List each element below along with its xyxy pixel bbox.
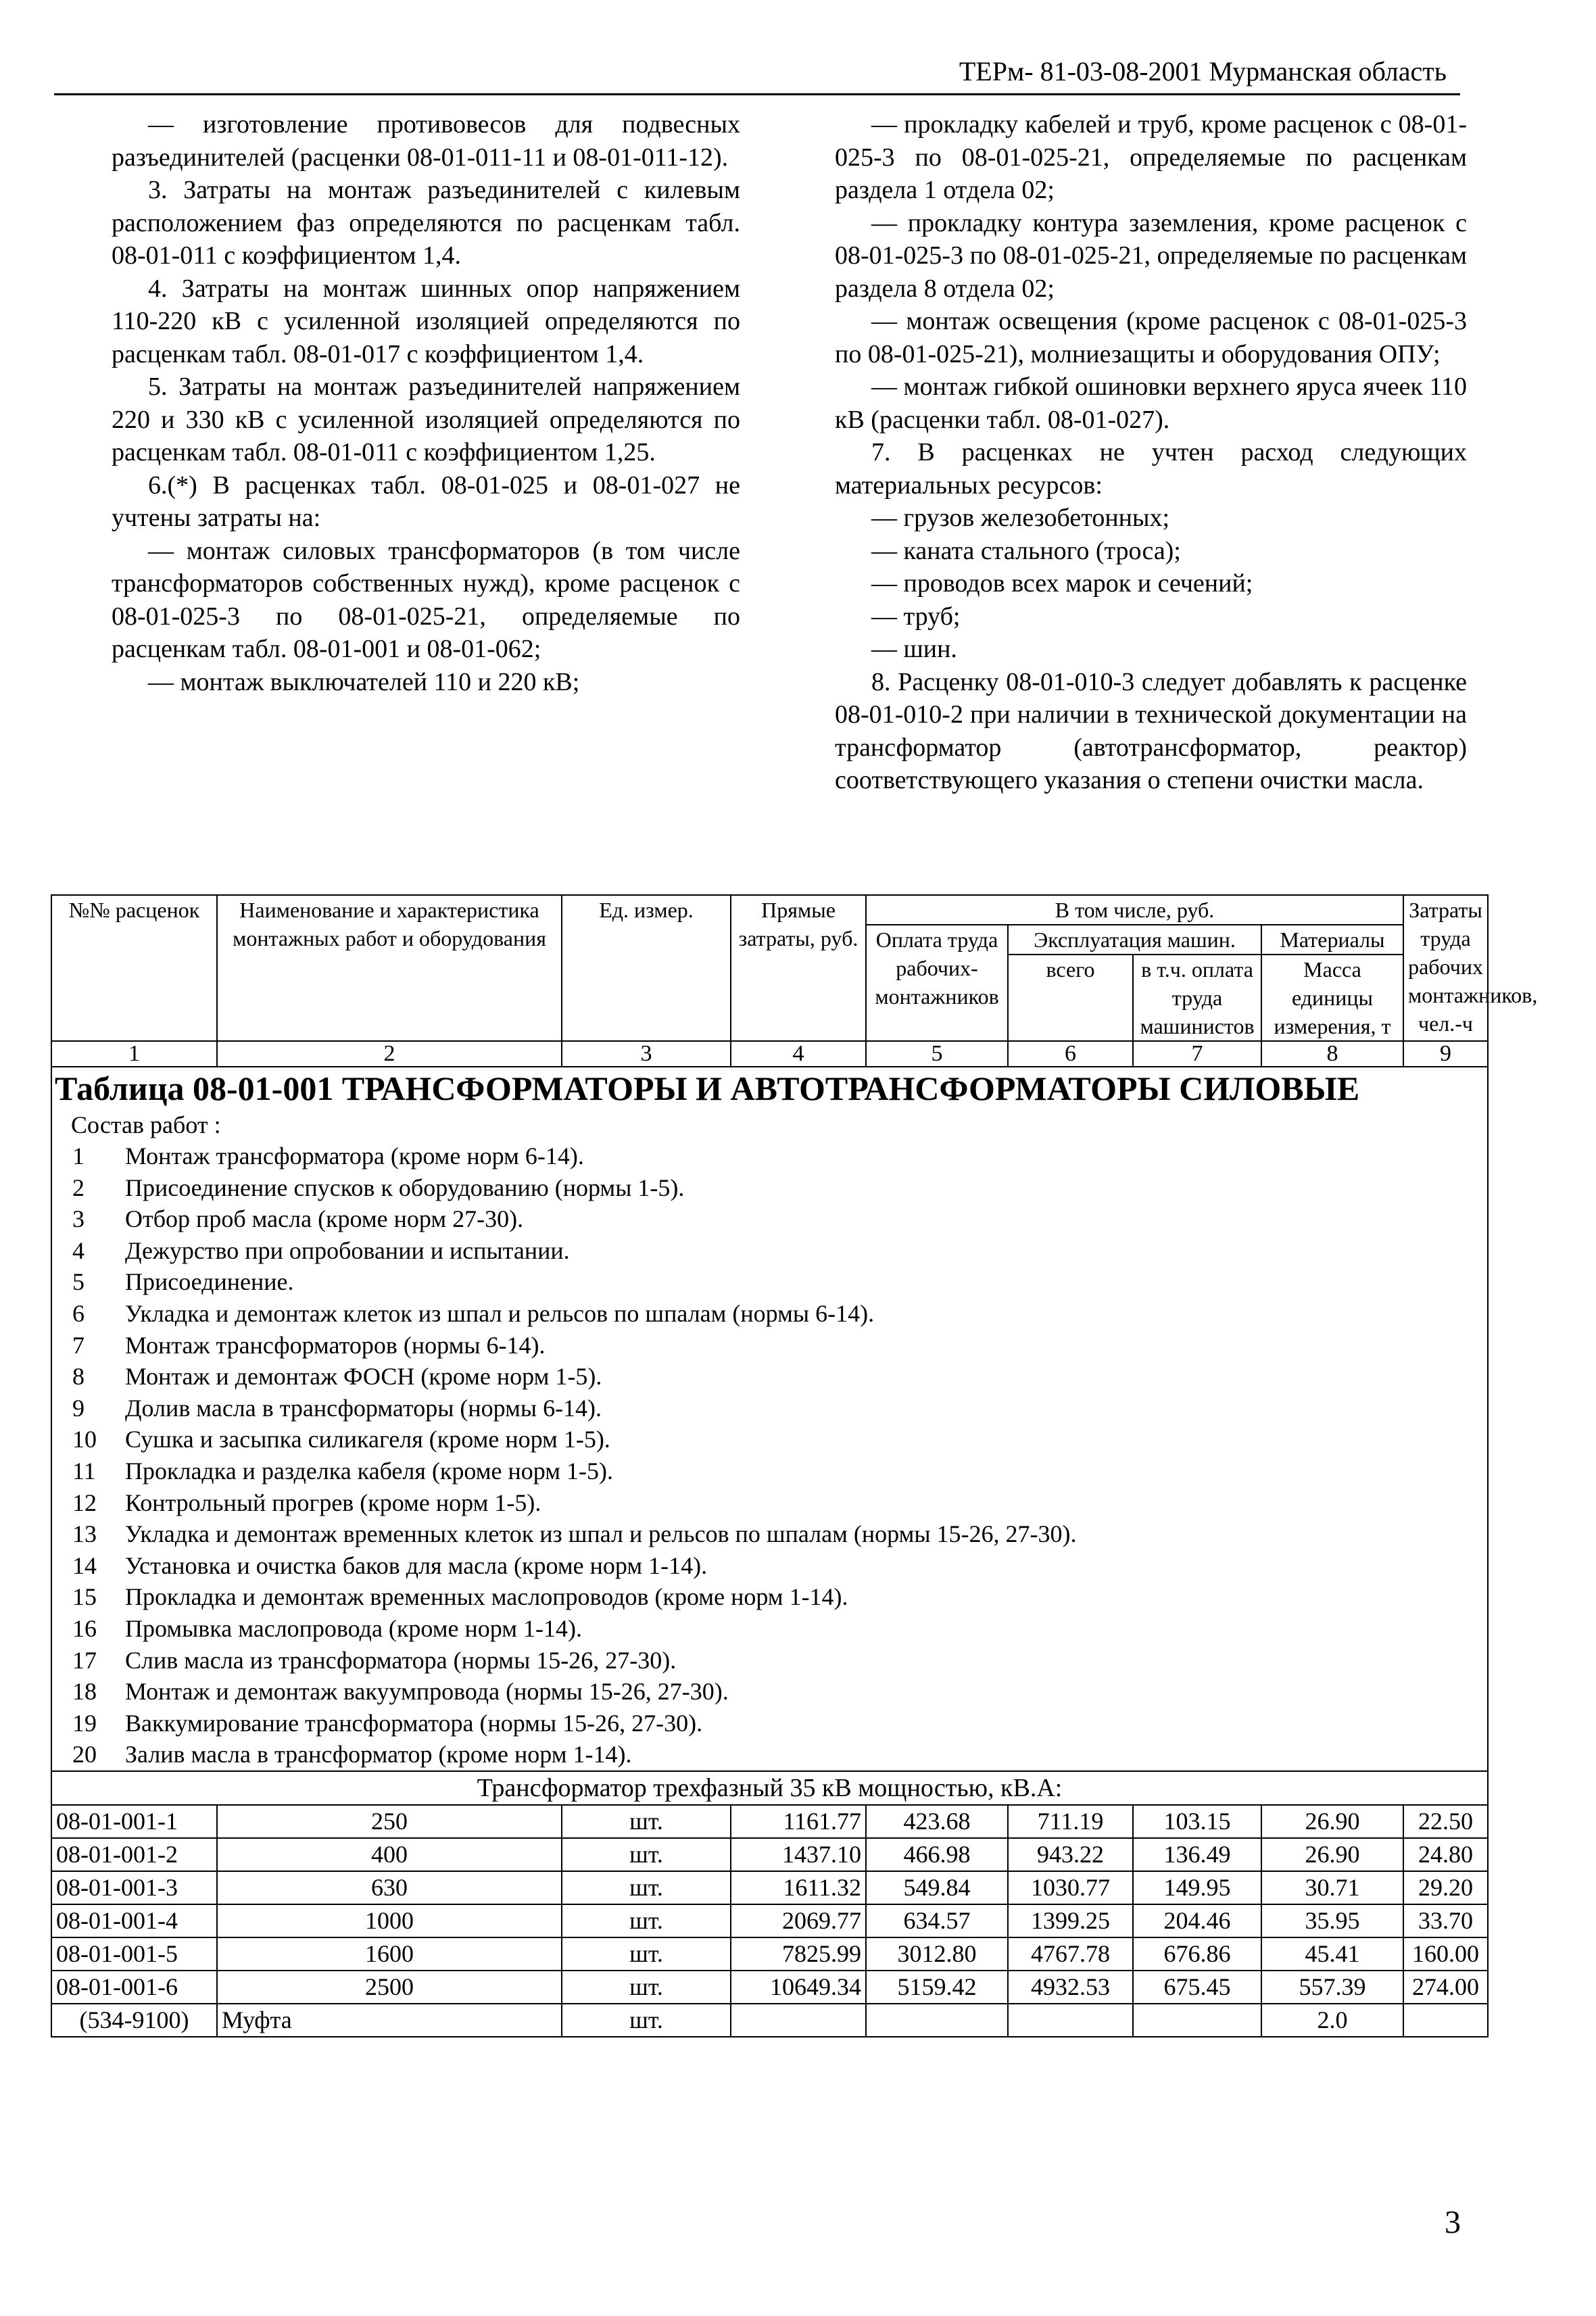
labor-costs: 24.80 bbox=[1403, 1838, 1488, 1871]
empty-cell bbox=[1008, 2004, 1133, 2037]
table-row bbox=[51, 1937, 1488, 1971]
item-text: Контрольный прогрев (кроме норм 1-5). bbox=[125, 1489, 541, 1516]
rate-name: 1000 bbox=[217, 1904, 562, 1937]
table-row bbox=[51, 1871, 1488, 1904]
machines-total: 4932.53 bbox=[1008, 1971, 1133, 2004]
item-number: 3 bbox=[72, 1205, 84, 1233]
list-item bbox=[72, 1424, 1487, 1455]
list-item bbox=[72, 1393, 1487, 1424]
subsection-title: Трансформатор трехфазный 35 кВ мощностью, кВ.А: bbox=[51, 1771, 1488, 1805]
direct-costs: 10649.34 bbox=[731, 1971, 866, 2004]
machine-wages: 204.46 bbox=[1133, 1904, 1261, 1937]
paragraph: — прокладку контура заземления, кроме расценок с 08-01-025-3 по 08-01-025-21, определяемые по расценкам раздела 8 отдела 02; bbox=[835, 208, 1467, 303]
item-number: 19 bbox=[72, 1709, 97, 1737]
empty-cell bbox=[866, 2004, 1008, 2037]
material-unit: шт. bbox=[562, 2004, 731, 2037]
left-text-column bbox=[112, 108, 740, 698]
wages: 634.57 bbox=[866, 1904, 1008, 1937]
header-code: №№ расценок bbox=[51, 895, 217, 1041]
item-number: 9 bbox=[72, 1394, 84, 1422]
rate-unit: шт. bbox=[562, 1871, 731, 1904]
item-number: 6 bbox=[72, 1299, 84, 1327]
machine-wages: 136.49 bbox=[1133, 1838, 1261, 1871]
list-item bbox=[72, 1645, 1487, 1676]
list-item bbox=[72, 1203, 1487, 1235]
item-number: 18 bbox=[72, 1678, 97, 1706]
paragraph: — монтаж выключателей 110 и 220 кВ; bbox=[148, 667, 580, 696]
list-item bbox=[72, 1455, 1487, 1487]
column-number: 1 bbox=[51, 1041, 217, 1067]
item-number: 17 bbox=[72, 1646, 97, 1674]
material-code: (534-9100) bbox=[51, 2004, 217, 2037]
item-text: Монтаж и демонтаж вакуумпровода (нормы 15-26, 27-30). bbox=[125, 1678, 729, 1706]
item-text: Слив масла из трансформатора (нормы 15-26, 27-30). bbox=[125, 1646, 677, 1674]
column-number: 2 bbox=[217, 1041, 562, 1067]
paragraph: — изготовление противовесов для подвесных разъединителей (расценки 08-01-011-11 и 08-01-011-12). bbox=[112, 110, 740, 172]
list-item bbox=[72, 1266, 1487, 1298]
right-text-column bbox=[835, 108, 1467, 797]
item-text: Монтаж трансформатора (кроме норм 6-14). bbox=[125, 1142, 584, 1169]
paragraph: — монтаж силовых трансформаторов (в том числе трансформаторов собственных нужд), кроме расценок с 08-01-025-3 по 08-01-025-21, определяемые по расценкам табл. 08-01-001 и 08-01-062; bbox=[112, 536, 740, 663]
item-number: 10 bbox=[72, 1426, 97, 1453]
paragraph: — шин. bbox=[871, 635, 957, 663]
paragraph: 4. Затраты на монтаж шинных опор напряжением 110-220 кВ с усиленной изоляцией определяются по расценкам табл. 08-01-017 с коэффициентом 1,4. bbox=[112, 274, 740, 368]
wages: 466.98 bbox=[866, 1838, 1008, 1871]
rate-code: 08-01-001-1 bbox=[51, 1805, 217, 1838]
item-number: 7 bbox=[72, 1331, 84, 1359]
direct-costs: 1161.77 bbox=[731, 1805, 866, 1838]
direct-costs: 1437.10 bbox=[731, 1838, 866, 1871]
item-text: Прокладка и демонтаж временных маслопроводов (кроме норм 1-14). bbox=[125, 1583, 848, 1611]
rate-code: 08-01-001-4 bbox=[51, 1904, 217, 1937]
material-row bbox=[51, 2004, 1488, 2037]
unit-mass: 26.90 bbox=[1261, 1838, 1403, 1871]
list-item bbox=[72, 1330, 1487, 1361]
rate-name: 2500 bbox=[217, 1971, 562, 2004]
work-composition-label: Состав работ : bbox=[71, 1111, 221, 1138]
list-item bbox=[72, 1550, 1487, 1582]
machines-total: 1030.77 bbox=[1008, 1871, 1133, 1904]
paragraph: — монтаж освещения (кроме расценок с 08-01-025-3 по 08-01-025-21), молниезащиты и оборудования ОПУ; bbox=[835, 307, 1467, 368]
list-item bbox=[72, 1235, 1487, 1267]
rate-unit: шт. bbox=[562, 1937, 731, 1971]
list-item bbox=[72, 1739, 1487, 1770]
labor-costs: 22.50 bbox=[1403, 1805, 1488, 1838]
paragraph: 7. В расценках не учтен расход следующих материальных ресурсов: bbox=[835, 438, 1467, 500]
list-item bbox=[72, 1172, 1487, 1204]
unit-mass: 35.95 bbox=[1261, 1904, 1403, 1937]
material-mass: 2.0 bbox=[1261, 2004, 1403, 2037]
rate-name: 630 bbox=[217, 1871, 562, 1904]
header-direct-costs: Прямые затраты, руб. bbox=[731, 895, 866, 1041]
rate-unit: шт. bbox=[562, 1904, 731, 1937]
column-numbers-row bbox=[51, 1041, 1488, 1067]
paragraph: 6.(*) В расценках табл. 08-01-025 и 08-01-027 не учтены затраты на: bbox=[112, 471, 740, 532]
header-machine-wages: в т.ч. оплата труда машинистов bbox=[1133, 955, 1261, 1041]
labor-costs: 33.70 bbox=[1403, 1904, 1488, 1937]
rates-table bbox=[51, 894, 1538, 2037]
header-labor: Затраты труда рабочих монтажников, чел.-ч bbox=[1403, 895, 1488, 1041]
item-text: Монтаж и демонтаж ФОСН (кроме норм 1-5). bbox=[125, 1363, 602, 1391]
rate-unit: шт. bbox=[562, 1805, 731, 1838]
paragraph: — грузов железобетонных; bbox=[871, 504, 1170, 532]
item-number: 11 bbox=[72, 1457, 96, 1485]
unit-mass: 30.71 bbox=[1261, 1871, 1403, 1904]
item-text: Присоединение. bbox=[125, 1268, 294, 1296]
item-text: Укладка и демонтаж клеток из шпал и рельсов по шпалам (нормы 6-14). bbox=[125, 1299, 875, 1327]
item-number: 4 bbox=[72, 1236, 84, 1264]
column-number: 7 bbox=[1133, 1041, 1261, 1067]
header-machines-total: всего bbox=[1008, 955, 1133, 1041]
rate-unit: шт. bbox=[562, 1971, 731, 2004]
direct-costs: 1611.32 bbox=[731, 1871, 866, 1904]
list-item bbox=[72, 1361, 1487, 1393]
paragraph: 3. Затраты на монтаж разъединителей с килевым расположением фаз определяются по расценкам табл. 08-01-011 с коэффициентом 1,4. bbox=[112, 176, 740, 270]
item-number: 8 bbox=[72, 1363, 84, 1391]
machines-total: 1399.25 bbox=[1008, 1904, 1133, 1937]
empty-cell bbox=[1133, 2004, 1261, 2037]
table-row bbox=[51, 1904, 1488, 1937]
paragraph: — прокладку кабелей и труб, кроме расценок с 08-01-025-3 по 08-01-025-21, определяемые по расценкам раздела 1 отдела 02; bbox=[835, 110, 1467, 204]
header-materials: Материалы bbox=[1261, 925, 1403, 955]
direct-costs: 2069.77 bbox=[731, 1904, 866, 1937]
item-text: Ваккумирование трансформатора (нормы 15-26, 27-30). bbox=[125, 1709, 703, 1737]
item-text: Прокладка и разделка кабеля (кроме норм 1-5). bbox=[125, 1457, 613, 1485]
machine-wages: 149.95 bbox=[1133, 1871, 1261, 1904]
machine-wages: 676.86 bbox=[1133, 1937, 1261, 1971]
page-number: 3 bbox=[1445, 2204, 1461, 2240]
item-number: 14 bbox=[72, 1551, 97, 1579]
table-section bbox=[51, 1067, 1488, 1771]
header-mass: Масса единицы измерения, т bbox=[1261, 955, 1403, 1041]
rate-code: 08-01-001-5 bbox=[51, 1937, 217, 1971]
item-number: 12 bbox=[72, 1489, 97, 1516]
header-wages: Оплата труда рабочих-монтажников bbox=[866, 925, 1008, 1041]
machine-wages: 675.45 bbox=[1133, 1971, 1261, 2004]
rate-code: 08-01-001-6 bbox=[51, 1971, 217, 2004]
column-number: 3 bbox=[562, 1041, 731, 1067]
machines-total: 4767.78 bbox=[1008, 1937, 1133, 1971]
rate-name: 400 bbox=[217, 1838, 562, 1871]
item-number: 1 bbox=[72, 1142, 84, 1169]
column-number: 9 bbox=[1403, 1041, 1488, 1067]
item-text: Отбор проб масла (кроме норм 27-30). bbox=[125, 1205, 524, 1233]
table-row bbox=[51, 1838, 1488, 1871]
wages: 5159.42 bbox=[866, 1971, 1008, 2004]
material-name: Муфта bbox=[217, 2004, 562, 2037]
list-item bbox=[72, 1613, 1487, 1645]
table-row bbox=[51, 1971, 1488, 2004]
unit-mass: 45.41 bbox=[1261, 1937, 1403, 1971]
machine-wages: 103.15 bbox=[1133, 1805, 1261, 1838]
table-row bbox=[51, 1805, 1488, 1838]
item-text: Дежурство при опробовании и испытании. bbox=[125, 1236, 570, 1264]
empty-cell bbox=[731, 2004, 866, 2037]
labor-costs: 29.20 bbox=[1403, 1871, 1488, 1904]
list-item bbox=[72, 1518, 1487, 1550]
wages: 549.84 bbox=[866, 1871, 1008, 1904]
item-text: Присоединение спусков к оборудованию (нормы 1-5). bbox=[125, 1174, 685, 1201]
item-number: 15 bbox=[72, 1583, 97, 1611]
paragraph: 5. Затраты на монтаж разъединителей напряжением 220 и 330 кВ с усиленной изоляцией определяются по расценкам табл. 08-01-011 с коэффициентом 1,25. bbox=[112, 372, 740, 466]
page-header bbox=[54, 53, 1460, 95]
rate-code: 08-01-001-2 bbox=[51, 1838, 217, 1871]
paragraph: — труб; bbox=[871, 602, 961, 631]
item-text: Сушка и засыпка силикагеля (кроме норм 1-5). bbox=[125, 1426, 610, 1453]
item-text: Установка и очистка баков для масла (кроме норм 1-14). bbox=[125, 1551, 708, 1579]
item-number: 5 bbox=[72, 1268, 84, 1296]
item-text: Монтаж трансформаторов (нормы 6-14). bbox=[125, 1331, 546, 1359]
header-machines: Эксплуатация машин. bbox=[1008, 925, 1261, 955]
labor-costs: 274.00 bbox=[1403, 1971, 1488, 2004]
rate-name: 250 bbox=[217, 1805, 562, 1838]
rate-code: 08-01-001-3 bbox=[51, 1871, 217, 1904]
item-text: Долив масла в трансформаторы (нормы 6-14). bbox=[125, 1394, 602, 1422]
paragraph: — проводов всех марок и сечений; bbox=[871, 569, 1253, 598]
item-number: 20 bbox=[72, 1741, 97, 1768]
item-number: 13 bbox=[72, 1520, 97, 1548]
list-item bbox=[72, 1487, 1487, 1519]
document-title: ТЕРм- 81-03-08-2001 Мурманская область bbox=[959, 56, 1447, 87]
work-composition-list bbox=[52, 1140, 1487, 1770]
list-item bbox=[72, 1140, 1487, 1172]
list-item bbox=[72, 1676, 1487, 1708]
header-unit: Ед. измер. bbox=[562, 895, 731, 1041]
item-number: 2 bbox=[72, 1174, 84, 1201]
labor-costs: 160.00 bbox=[1403, 1937, 1488, 1971]
unit-mass: 26.90 bbox=[1261, 1805, 1403, 1838]
rate-name: 1600 bbox=[217, 1937, 562, 1971]
machines-total: 943.22 bbox=[1008, 1838, 1133, 1871]
table-title: Таблица 08-01-001 ТРАНСФОРМАТОРЫ И АВТОТРАНСФОРМАТОРЫ СИЛОВЫЕ bbox=[55, 1069, 1360, 1107]
column-number: 6 bbox=[1008, 1041, 1133, 1067]
empty-cell bbox=[1403, 2004, 1488, 2037]
item-number: 16 bbox=[72, 1614, 97, 1642]
machines-total: 711.19 bbox=[1008, 1805, 1133, 1838]
wages: 423.68 bbox=[866, 1805, 1008, 1838]
paragraph: — монтаж гибкой ошиновки верхнего яруса ячеек 110 кВ (расценки табл. 08-01-027). bbox=[835, 372, 1467, 434]
column-number: 5 bbox=[866, 1041, 1008, 1067]
list-item bbox=[72, 1708, 1487, 1739]
direct-costs: 7825.99 bbox=[731, 1937, 866, 1971]
paragraph: 8. Расценку 08-01-010-3 следует добавлять к расценке 08-01-010-2 при наличии в технической документации на трансформатор (автотрансформатор, реактор) соответствующего указания о степени очистки масла. bbox=[835, 667, 1467, 794]
unit-mass: 557.39 bbox=[1261, 1971, 1403, 2004]
item-text: Укладка и демонтаж временных клеток из шпал и рельсов по шпалам (нормы 15-26, 27-30). bbox=[125, 1520, 1077, 1548]
header-including: В том числе, руб. bbox=[866, 895, 1403, 925]
item-text: Промывка маслопровода (кроме норм 1-14). bbox=[125, 1614, 582, 1642]
paragraph: — каната стального (троса); bbox=[871, 536, 1181, 565]
column-number: 4 bbox=[731, 1041, 866, 1067]
header-name: Наименование и характеристика монтажных работ и оборудования bbox=[217, 895, 562, 1041]
list-item bbox=[72, 1298, 1487, 1330]
rate-unit: шт. bbox=[562, 1838, 731, 1871]
list-item bbox=[72, 1581, 1487, 1613]
column-number: 8 bbox=[1261, 1041, 1403, 1067]
item-text: Залив масла в трансформатор (кроме норм 1-14). bbox=[125, 1741, 632, 1768]
wages: 3012.80 bbox=[866, 1937, 1008, 1971]
